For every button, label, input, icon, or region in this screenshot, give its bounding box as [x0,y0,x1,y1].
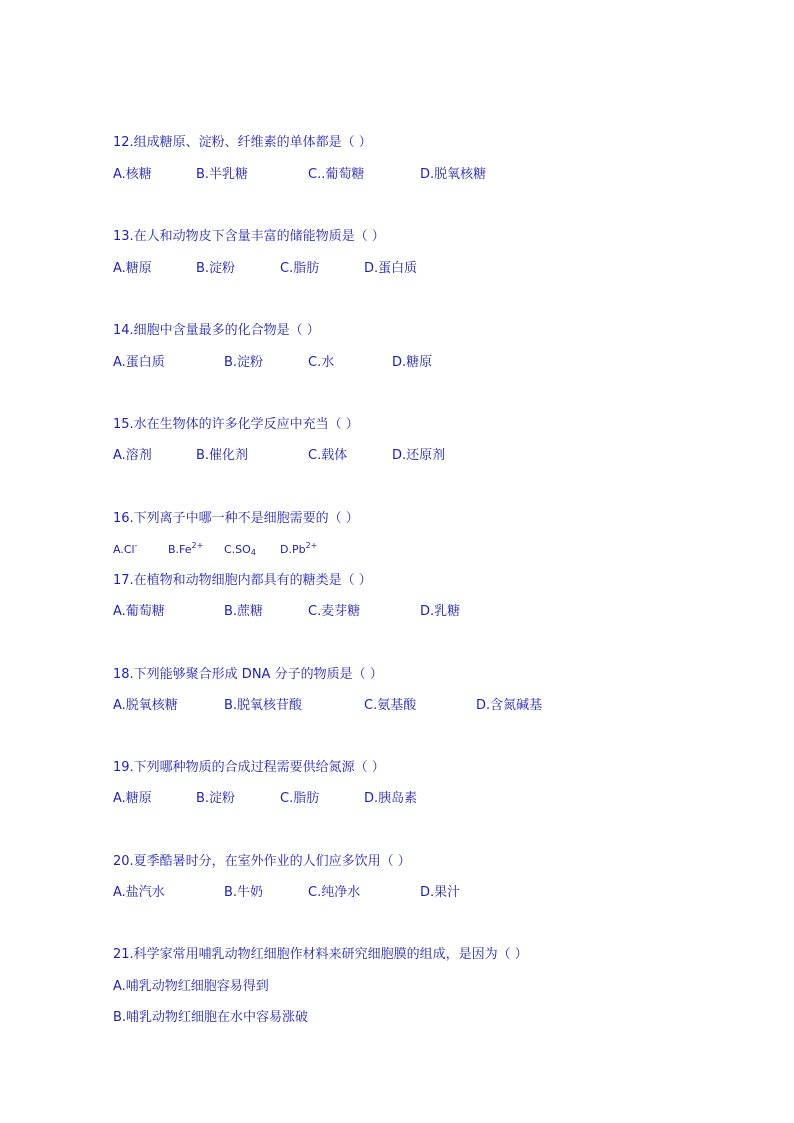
question-18-option-a: A.脱氧核糖 [113,698,178,713]
question-19-stem: 19.下列哪种物质的合成过程需要供给氮源（ ） [113,760,385,775]
question-14-option-a: A.蛋白质 [113,355,165,370]
question-14-option-d: D.糖原 [392,355,433,370]
question-12-option-d: D.脱氧核糖 [420,167,487,182]
question-18-option-d: D.含氮碱基 [476,698,543,713]
question-13-option-a: A.糖原 [113,261,152,276]
question-21-option-b: B.哺乳动物红细胞在水中容易涨破 [113,1010,309,1025]
question-20-option-d: D.果汁 [420,885,461,900]
question-14-option-c: C.水 [308,355,335,370]
question-14-stem: 14.细胞中含量最多的化合物是（ ） [113,323,320,338]
question-19-option-c: C.脂肪 [280,791,320,806]
question-18-option-c: C.氨基酸 [364,698,417,713]
question-15-option-d: D.还原剂 [392,448,446,463]
question-20-option-b: B.牛奶 [224,885,264,900]
question-21-stem: 21.科学家常用哺乳动物红细胞作材料来研究细胞膜的组成，是因为（ ） [113,947,528,962]
question-19-option-b: B.淀粉 [196,791,236,806]
question-18-stem: 18.下列能够聚合形成 DNA 分子的物质是（ ） [113,667,383,682]
question-17-option-b: B.蔗糖 [224,604,264,619]
question-17-option-d: D.乳糖 [420,604,461,619]
question-16-option-b: $B.Fe^{2+}$ [168,541,204,556]
question-15-option-b: B.催化剂 [196,448,249,463]
question-17-stem: 17.在植物和动物细胞内都具有的糖类是（ ） [113,573,372,588]
question-12-stem: 12.组成糖原、淀粉、纤维素的单体都是（ ） [113,135,372,150]
question-19-option-d: D.胰岛素 [364,791,418,806]
question-14-option-b: B.淀粉 [224,355,264,370]
question-13-stem: 13.在人和动物皮下含量丰富的储能物质是（ ） [113,229,385,244]
question-20-option-a: A.盐汽水 [113,885,165,900]
question-15-option-a: A.溶剂 [113,448,152,463]
question-15-stem: 15.水在生物体的许多化学反应中充当（ ） [113,417,359,432]
question-12-option-c: C..葡萄糖 [308,167,365,182]
question-21-option-a: A.哺乳动物红细胞容易得到 [113,979,269,994]
question-13-option-c: C.脂肪 [280,261,320,276]
question-15-option-c: C.载体 [308,448,348,463]
question-13-option-b: B.淀粉 [196,261,236,276]
question-20-option-c: C.纯净水 [308,885,361,900]
question-13-option-d: D.蛋白质 [364,261,418,276]
question-17-option-c: C.麦芽糖 [308,604,361,619]
question-16-stem: 16.下列离子中哪一种不是细胞需要的（ ） [113,511,359,526]
question-19-option-a: A.糖原 [113,791,152,806]
question-20-stem: 20.夏季酷暑时分，在室外作业的人们应多饮用（ ） [113,854,411,869]
question-18-option-b: B.脱氧核苷酸 [224,698,303,713]
question-16-option-a: A.Cl- [113,541,138,556]
question-17-option-a: A.葡萄糖 [113,604,165,619]
question-12-option-a: A.核糖 [113,167,152,182]
question-12-option-b: B.半乳糖 [196,167,249,182]
question-16-option-d: $D.Pb^{2+}$ [280,541,318,556]
question-16-option-c: $C.SO_4$ [224,543,256,557]
